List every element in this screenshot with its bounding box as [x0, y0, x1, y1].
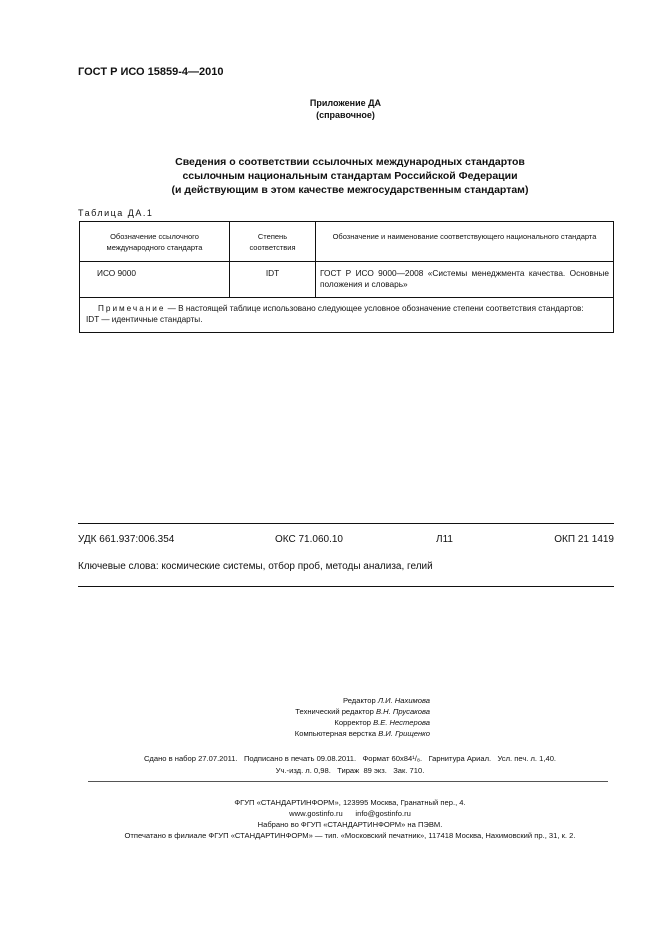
cell-intl-standard: ИСО 9000: [80, 262, 230, 298]
divider-bottom: [78, 586, 614, 587]
heading-line: (и действующим в этом качестве межгосударственным стандартам): [171, 184, 529, 196]
table-note: [80, 298, 614, 333]
keywords: Ключевые слова: космические системы, отбор проб, методы анализа, гелий: [78, 561, 433, 572]
imprint-line: Сдано в набор 27.07.2011. Подписано в печать 09.08.2011. Формат 60х84¹/₈. Гарнитура Ариал. Усл. печ. л. 1,40.: [143, 754, 557, 763]
credit-tech-editor: Технический редактор В.Н. Прусакова: [295, 707, 430, 716]
imprint-line: Уч.-изд. л. 0,98. Тираж 89 экз. Зак. 710.: [275, 766, 425, 775]
publisher-links: www.gostinfo.ru info@gostinfo.ru: [289, 809, 411, 818]
publisher-line: ФГУП «СТАНДАРТИНФОРМ», 123995 Москва, Гранатный пер., 4.: [234, 798, 466, 807]
annex-kind: (справочное): [316, 110, 375, 120]
udk-code: УДК 661.937:006.354: [78, 534, 175, 545]
heading-line: Сведения о соответствии ссылочных международных стандартов: [175, 156, 525, 168]
credit-layout: Компьютерная верстка В.И. Грищенко: [294, 729, 430, 738]
annex-title: Приложение ДА: [309, 98, 382, 108]
header-national-standard: Обозначение и наименование соответствующего национального стандарта: [316, 222, 614, 262]
note-text: — В настоящей таблице использовано следующее условное обозначение степени соответствия стандартов:: [167, 304, 584, 313]
publisher-line: Отпечатано в филиале ФГУП «СТАНДАРТИНФОРМ» — тип. «Московский печатник», 117418 Москва, Нахимовский пр., 31, к. 2.: [124, 831, 576, 840]
heading-line: ссылочным национальным стандартам Российской Федерации: [182, 170, 518, 182]
credit-editor: Редактор Л.И. Нахимова: [343, 696, 430, 705]
cell-degree: IDT: [230, 262, 316, 298]
correspondence-table: [79, 221, 614, 333]
credit-corrector: Корректор В.Е. Нестерова: [334, 718, 430, 727]
header-degree: Степень соответствия: [230, 222, 316, 262]
header-intl-standard: Обозначение ссылочного международного стандарта: [80, 222, 230, 262]
print-imprint: [85, 753, 615, 777]
annex-heading: [0, 97, 661, 121]
table-header-row: [80, 222, 614, 262]
publisher-line: Набрано во ФГУП «СТАНДАРТИНФОРМ» на ПЭВМ.: [257, 820, 443, 829]
note-label: Примечание: [98, 304, 166, 313]
note-legend: IDT — идентичные стандарты.: [86, 315, 203, 324]
table-row: [80, 262, 614, 298]
cell-national-standard: ГОСТ Р ИСО 9000—2008 «Системы менеджмента качества. Основные положения и словарь»: [316, 262, 614, 298]
table-note-row: [80, 298, 614, 333]
okp-code: ОКП 21 1419: [554, 534, 614, 545]
l-code: Л11: [436, 534, 453, 545]
oks-code: ОКС 71.060.10: [275, 534, 343, 545]
editorial-credits: [200, 695, 430, 739]
imprint-divider: [88, 781, 608, 782]
table-label: Таблица ДА.1: [78, 208, 154, 218]
publisher-info: [60, 797, 640, 841]
section-heading: [110, 155, 590, 197]
divider-top: [78, 523, 614, 524]
document-code: ГОСТ Р ИСО 15859-4—2010: [78, 66, 224, 78]
